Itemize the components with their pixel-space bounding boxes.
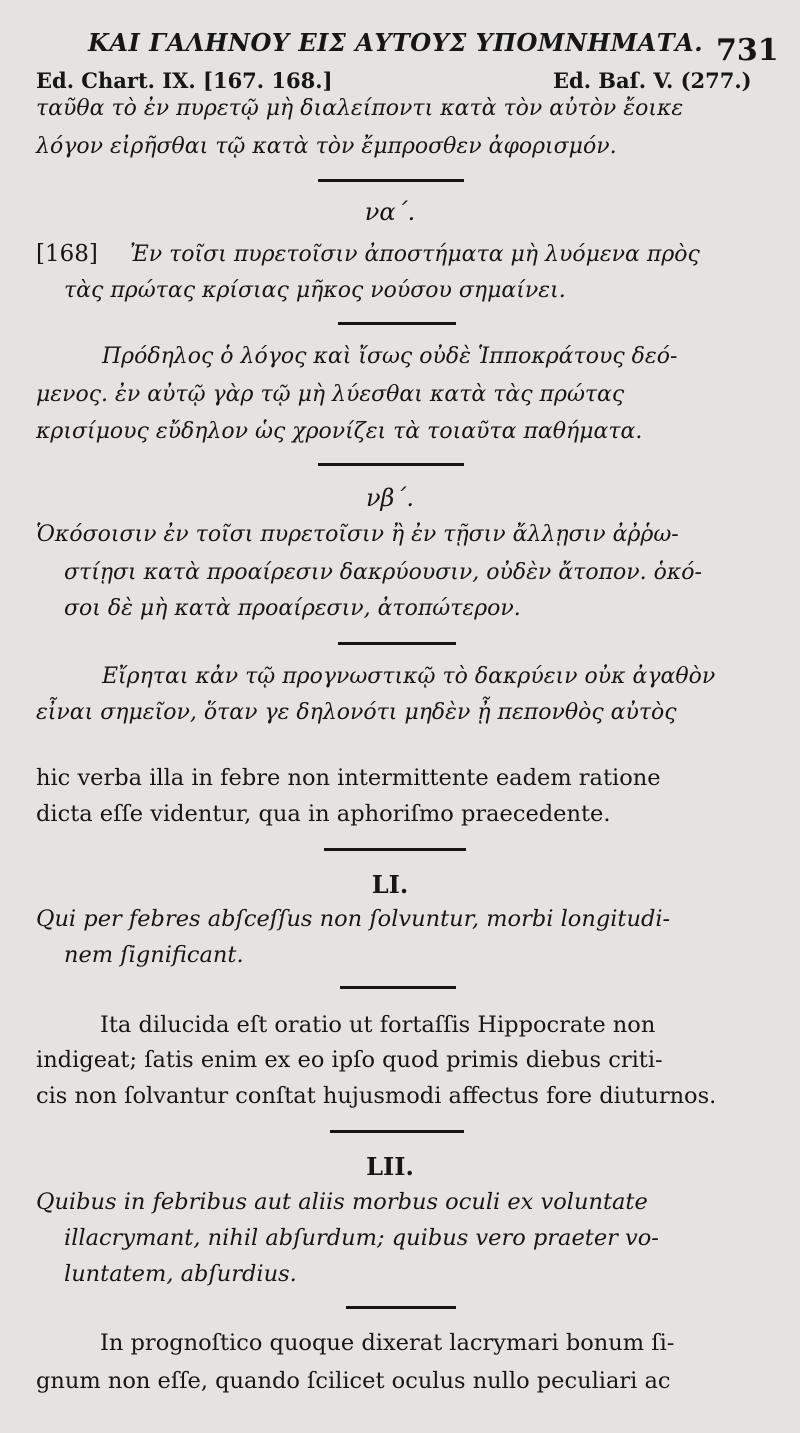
section-divider <box>318 463 464 466</box>
section-divider <box>338 322 456 325</box>
commentary-line: indigeat; ſatis enim ex eo ipſo quod primis diebus criti- <box>36 1047 663 1073</box>
commentary-line: εἶναι σημεῖον, ὅταν γε δηλονότι μηδὲν ᾖ πεπονθὸς αὐτὸς <box>36 700 677 725</box>
aphorism-line: σοι δὲ μὴ κατὰ προαίρεσιν, ἀτοπώτερον. <box>64 596 521 621</box>
commentary-line: gnum non eſſe, quando ſcilicet oculus nullo peculiari ac <box>36 1368 671 1394</box>
section-divider <box>330 1130 464 1133</box>
aphorism-line: Qui per febres abſceſſus non ſolvuntur, morbi longitudi- <box>36 906 671 932</box>
section-number-greek: νβ΄. <box>365 484 415 512</box>
running-head-title: ΚΑΙ ΓΑΛΗΝΟΥ ΕΙΣ ΑΥΤΟΥΣ ΥΠΟΜΝΗΜΑΤΑ. <box>88 28 704 57</box>
commentary-line: μενος. ἐν αὐτῷ γὰρ τῷ μὴ λύεσθαι κατὰ τὰς πρώτας <box>36 382 625 407</box>
commentary-line: κρισίμους εὔδηλον ὡς χρονίζει τὰ τοιαῦτα παθήματα. <box>36 419 643 444</box>
page-number: 731 <box>716 33 779 68</box>
section-divider <box>340 986 456 989</box>
aphorism-line: nem ſignificant. <box>64 942 244 968</box>
section-divider <box>318 179 464 182</box>
greek-text-line: ταῦθα τὸ ἐν πυρετῷ μὴ διαλείποντι κατὰ τὸν αὐτὸν ἔοικε <box>36 96 684 121</box>
section-number-greek: να΄. <box>364 198 416 226</box>
section-divider <box>324 848 466 851</box>
aphorism-line: Ἐν τοῖσι πυρετοῖσιν ἀποστήματα μὴ λυόμενα πρὸς <box>130 242 700 267</box>
edition-reference-right: Ed. Baſ. V. (277.) <box>553 68 752 93</box>
commentary-line: cis non ſolvantur conſtat hujusmodi affectus fore diuturnos. <box>36 1083 717 1109</box>
commentary-line: Πρόδηλος ὁ λόγος καὶ ἴσως οὐδὲ Ἱπποκράτους δεό- <box>102 344 678 369</box>
section-divider <box>346 1306 456 1309</box>
section-divider <box>338 642 456 645</box>
greek-text-line: λόγον εἰρῆσθαι τῷ κατὰ τὸν ἔμπροσθεν ἀφορισμόν. <box>36 134 617 159</box>
latin-text-line: dicta eſſe videntur, qua in aphoriſmo praecedente. <box>36 801 611 827</box>
commentary-line: In prognoſtico quoque dixerat lacrymari bonum ſi- <box>100 1330 675 1356</box>
latin-text-line: hic verba illa in febre non intermittente eadem ratione <box>36 765 661 791</box>
commentary-line: Εἴρηται κἀν τῷ προγνωστικῷ τὸ δακρύειν οὐκ ἀγαθὸν <box>102 664 716 689</box>
section-number-latin: LII. <box>366 1152 414 1181</box>
page-marker-bracket: [168] <box>36 241 98 267</box>
aphorism-line: Quibus in febribus aut aliis morbus oculi ex voluntate <box>36 1189 648 1215</box>
aphorism-line: luntatem, abſurdius. <box>64 1261 297 1287</box>
section-number-latin: LI. <box>371 870 409 899</box>
aphorism-line: Ὁκόσοισιν ἐν τοῖσι πυρετοῖσιν ἢ ἐν τῇσιν ἄλλῃσιν ἀῤῥω- <box>36 522 679 547</box>
commentary-line: Ita dilucida eſt oratio ut fortaſſis Hippocrate non <box>100 1012 656 1038</box>
aphorism-line: τὰς πρώτας κρίσιας μῆκος νούσου σημαίνει. <box>64 278 566 303</box>
aphorism-line: illacrymant, nihil abſurdum; quibus vero praeter vo- <box>64 1225 659 1251</box>
aphorism-line: στίῃσι κατὰ προαίρεσιν δακρύουσιν, οὐδὲν ἄτοπον. ὁκό- <box>64 560 702 585</box>
edition-reference-left: Ed. Chart. IX. [167. 168.] <box>36 68 333 93</box>
